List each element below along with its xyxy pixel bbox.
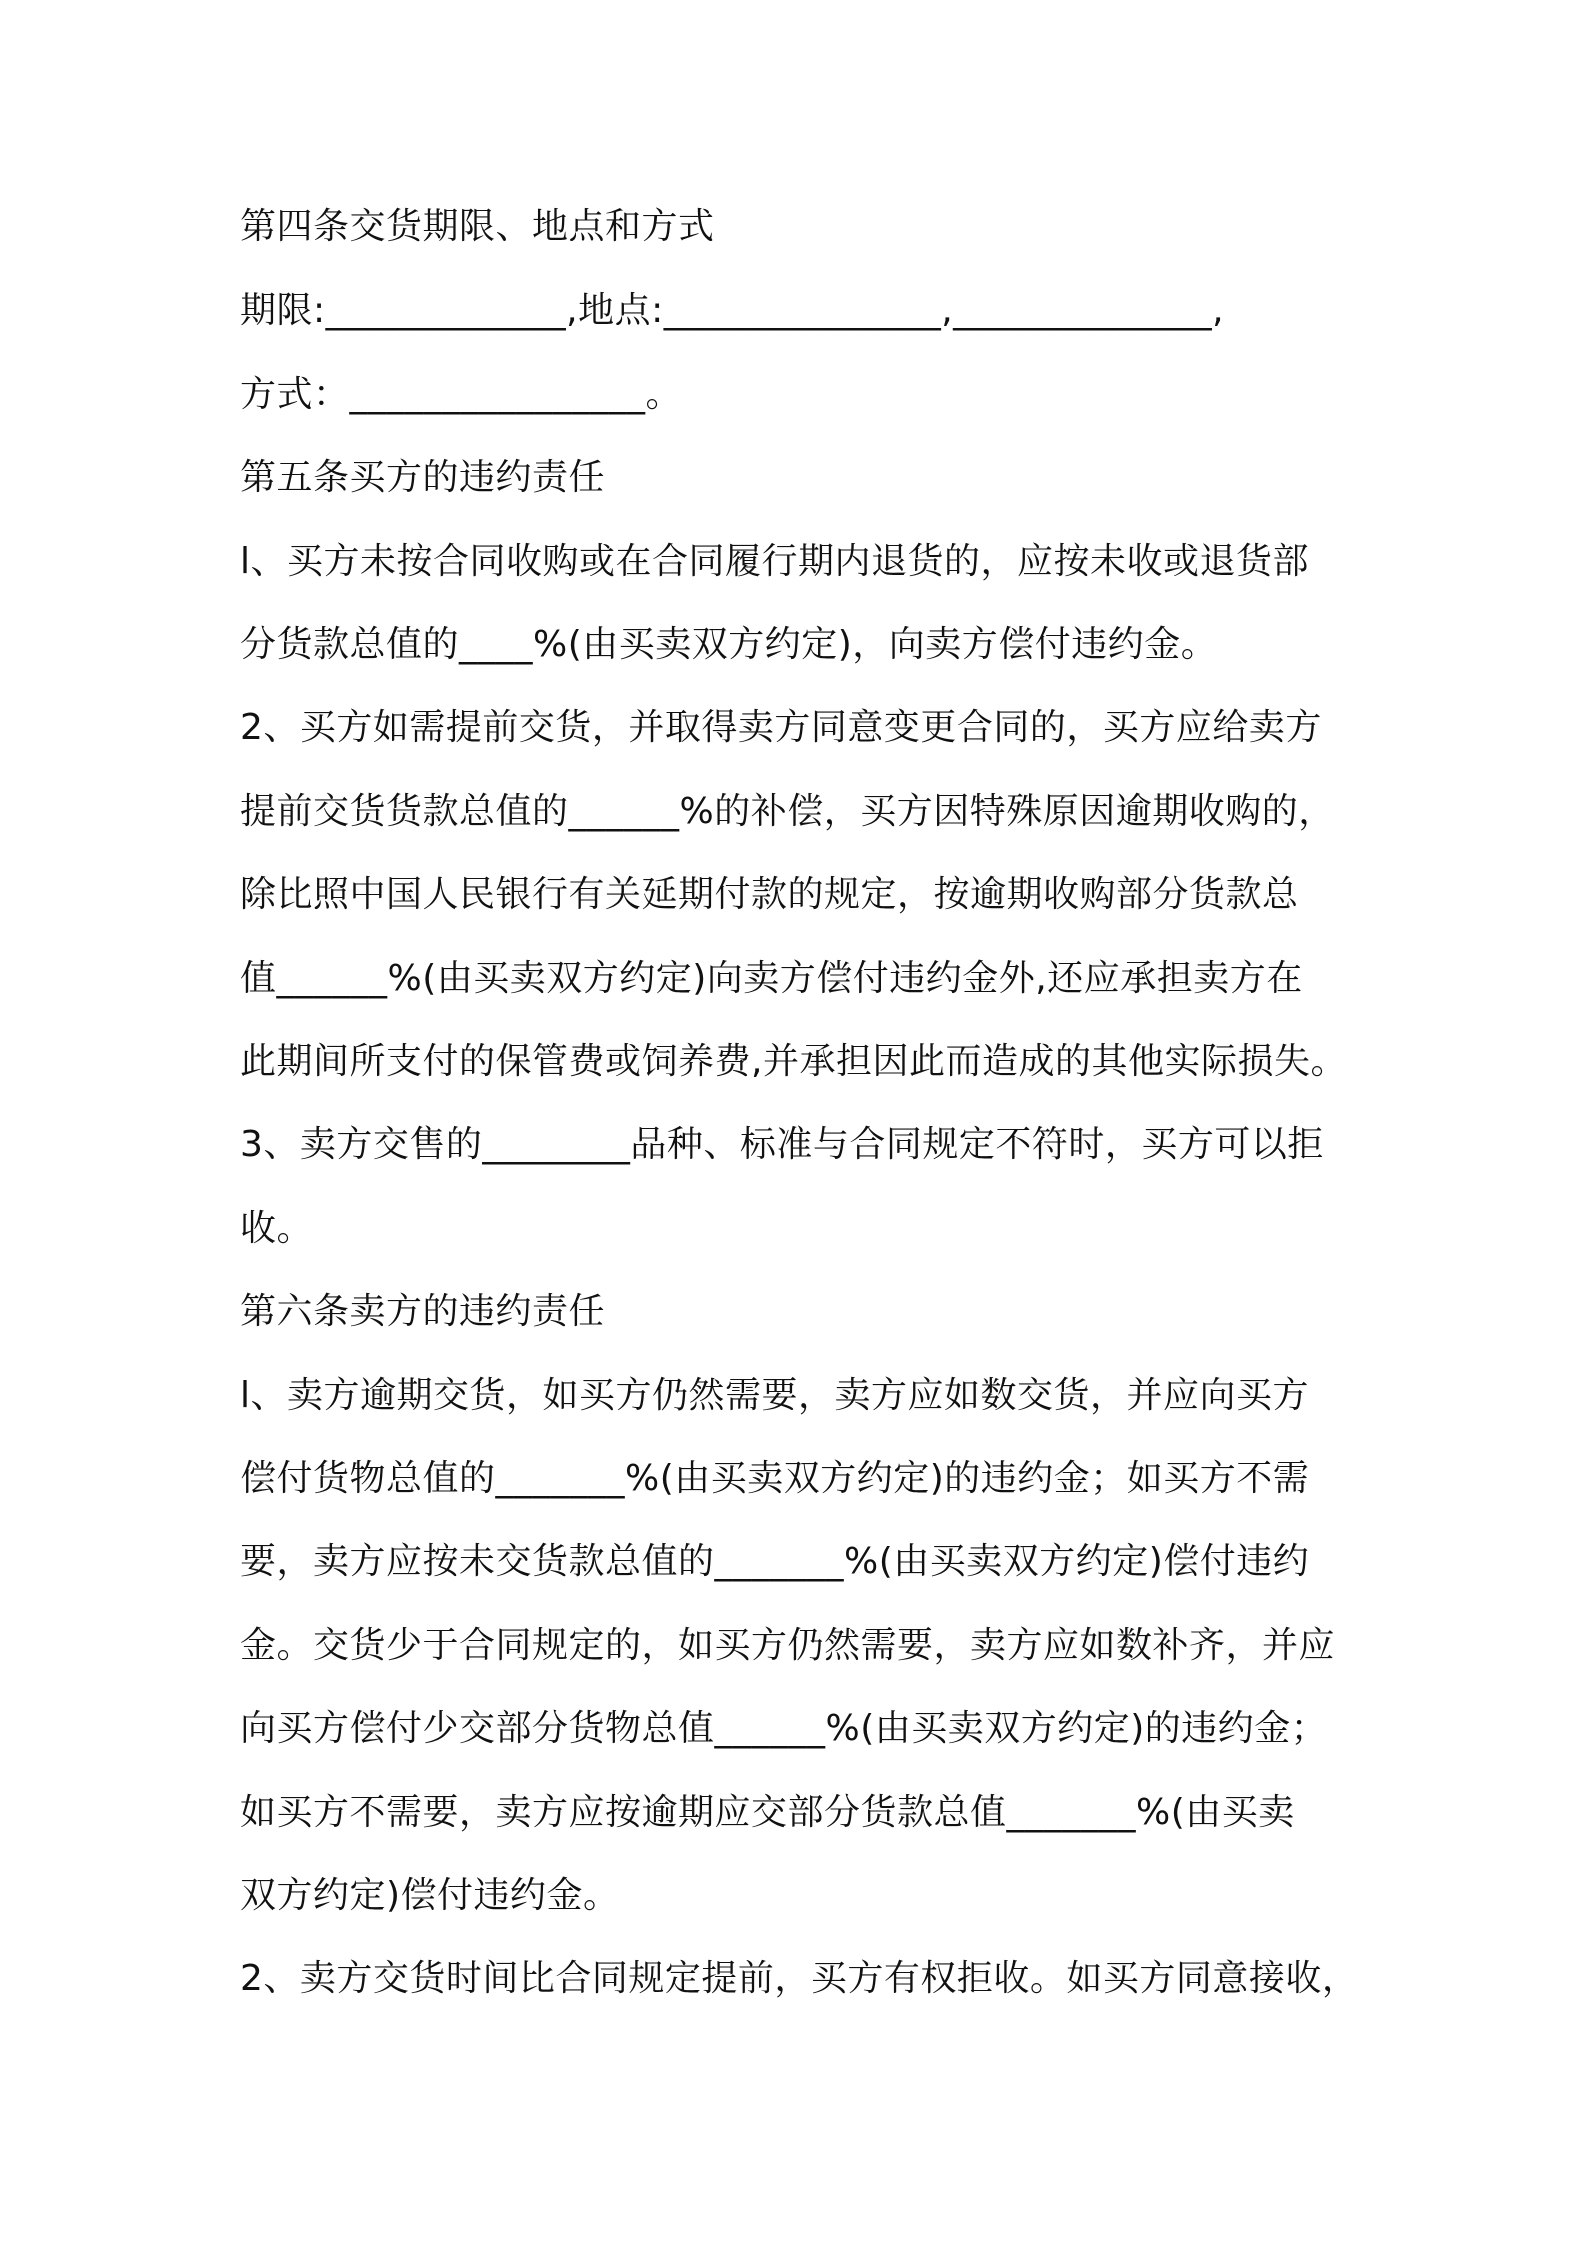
article-5-clause-1-line-1: l、买方未按合同收购或在合同履行期内退货的，应按未收或退货部 xyxy=(240,541,1310,582)
article-4-period-location-line: 期限:_____________,地点:_______________,______________, xyxy=(240,290,1225,331)
article-5-clause-2-line-3: 除比照中国人民银行有关延期付款的规定，按逾期收购部分货款总 xyxy=(240,874,1299,915)
article-6-clause-1-line-7: 双方约定)偿付违约金。 xyxy=(240,1875,620,1916)
article-4-method-line: 方式：________________。 xyxy=(240,374,683,415)
article-5-clause-3-line-2: 收。 xyxy=(240,1208,314,1249)
article-5-clause-2-line-5: 此期间所支付的保管费或饲养费,并承担因此而造成的其他实际损失。 xyxy=(240,1041,1347,1082)
article-4-heading: 第四条交货期限、地点和方式 xyxy=(240,206,715,247)
article-6-clause-1-line-4: 金。交货少于合同规定的，如买方仍然需要，卖方应如数补齐，并应 xyxy=(240,1625,1336,1666)
article-6-clause-1-line-2: 偿付货物总值的_______%(由买卖双方约定)的违约金；如买方不需 xyxy=(240,1458,1310,1499)
article-6-clause-2-line-1: 2、卖方交货时间比合同规定提前，买方有权拒收。如买方同意接收， xyxy=(240,1958,1359,1999)
article-5-heading: 第五条买方的违约责任 xyxy=(240,457,606,498)
article-5-clause-2-line-1: 2、买方如需提前交货，并取得卖方同意变更合同的，买方应给卖方 xyxy=(240,707,1322,748)
article-6-heading: 第六条卖方的违约责任 xyxy=(240,1291,606,1332)
article-6-clause-1-line-5: 向买方偿付少交部分货物总值______%(由买卖双方约定)的违约金； xyxy=(240,1708,1328,1749)
article-5-clause-2-line-4: 值______%(由买卖双方约定)向卖方偿付违约金外,还应承担卖方在 xyxy=(240,958,1303,999)
article-5-clause-3-line-1: 3、卖方交售的________品种、标准与合同规定不符时，买方可以拒 xyxy=(240,1124,1324,1165)
article-5-clause-2-line-2: 提前交货货款总值的______%的补偿，买方因特殊原因逾期收购的， xyxy=(240,791,1335,832)
article-5-clause-1-line-2: 分货款总值的____%(由买卖双方约定)，向卖方偿付违约金。 xyxy=(240,624,1218,665)
article-6-clause-1-line-1: l、卖方逾期交货，如买方仍然需要，卖方应如数交货，并应向买方 xyxy=(240,1375,1310,1416)
article-6-clause-1-line-6: 如买方不需要，卖方应按逾期应交部分货款总值_______%(由买卖 xyxy=(240,1792,1295,1833)
article-6-clause-1-line-3: 要，卖方应按未交货款总值的_______%(由买卖双方约定)偿付违约 xyxy=(240,1541,1310,1582)
